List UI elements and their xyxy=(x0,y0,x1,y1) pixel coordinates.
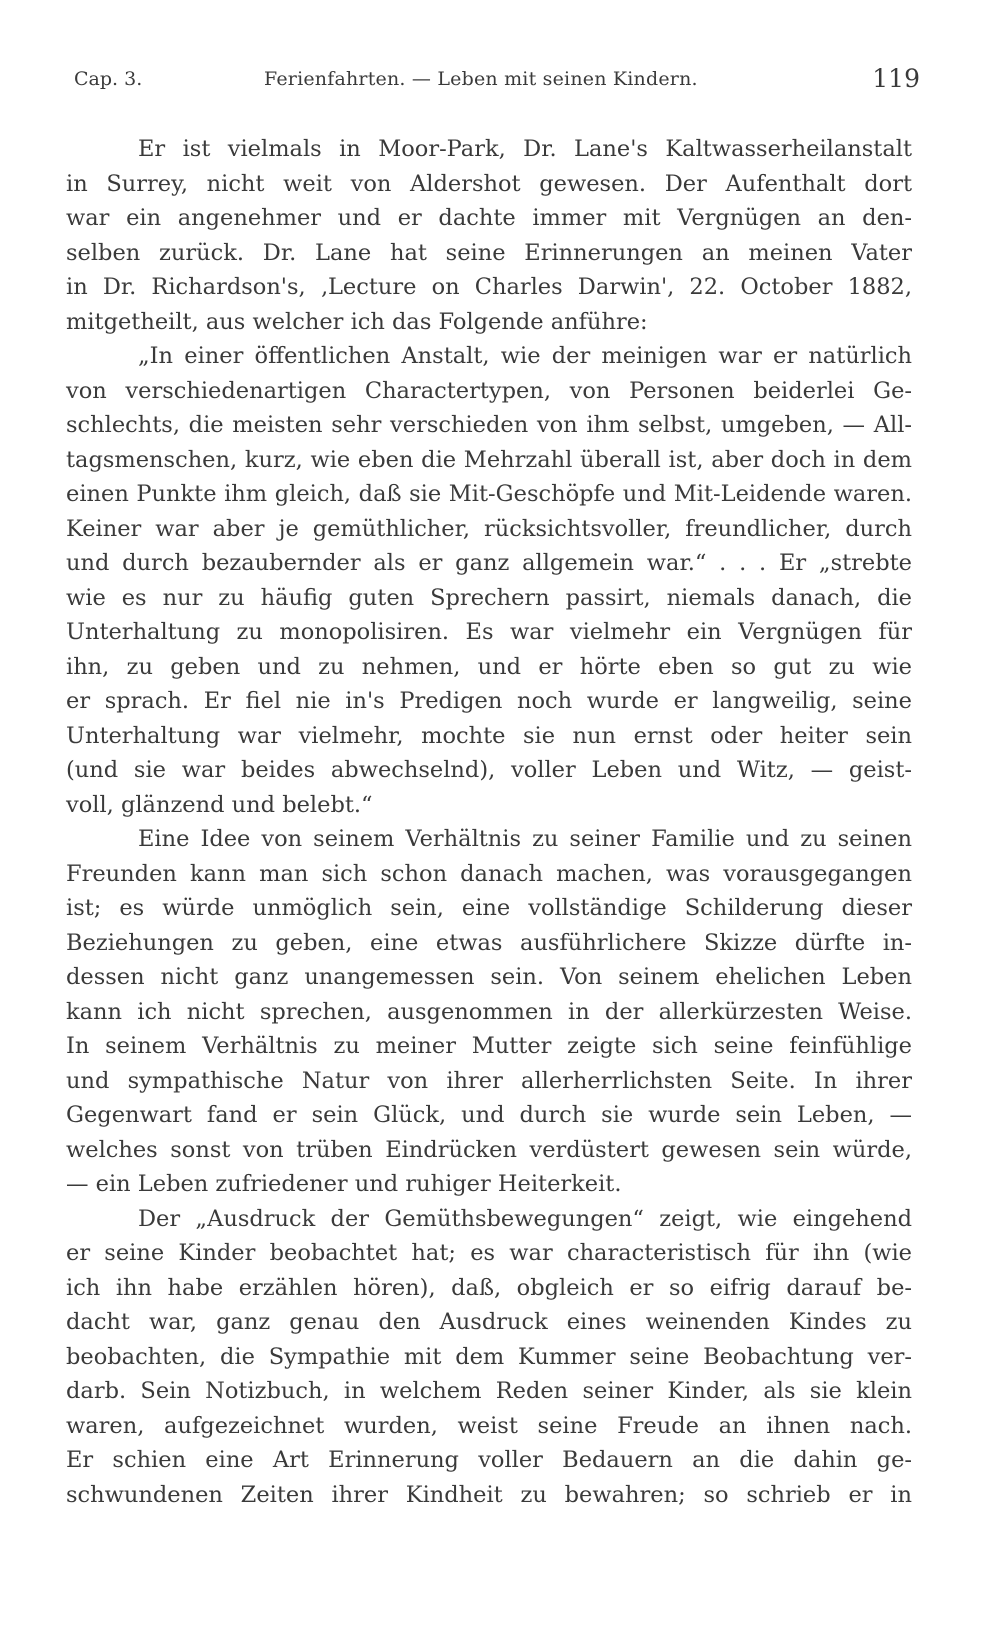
text-line: und durch bezaubernder als er ganz allgemein war.“ . . . Er „strebte xyxy=(66,550,912,576)
text-line: „In einer öffentlichen Anstalt, wie der meinigen war er natürlich xyxy=(138,343,912,369)
text-line: und sympathische Natur von ihrer allerherrlichsten Seite. In ihrer xyxy=(66,1067,912,1094)
text-line: welches sonst von trüben Eindrücken verdüstert gewesen sein würde, xyxy=(66,1136,912,1163)
text-line: In seinem Verhältnis zu meiner Mutter zeigte sich seine feinfühlige xyxy=(66,1033,912,1059)
text-line: war ein angenehmer und er dachte immer mit Vergnügen an den- xyxy=(66,205,912,231)
text-line: Unterhaltung zu monopolisiren. Es war vielmehr ein Vergnügen für xyxy=(66,619,912,645)
text-line: dessen nicht ganz unangemessen sein. Von seinem ehelichen Leben xyxy=(66,964,912,990)
text-line: beobachten, die Sympathie mit dem Kummer seine Beobachtung ver- xyxy=(66,1343,912,1370)
text-line: Er schien eine Art Erinnerung voller Bedauern an die dahin ge- xyxy=(66,1447,912,1473)
text-line: Er ist vielmals in Moor-Park, Dr. Lane's Kaltwasserheilanstalt xyxy=(138,136,912,162)
text-line: (und sie war beides abwechselnd), voller Leben und Witz, — geist- xyxy=(66,757,912,783)
text-line: Gegenwart fand er sein Glück, und durch sie wurde sein Leben, — xyxy=(66,1102,912,1128)
text-line: schwundenen Zeiten ihrer Kindheit zu bewahren; so schrieb er in xyxy=(66,1481,912,1508)
text-line: Der „Ausdruck der Gemüthsbewegungen“ zeigt, wie eingehend xyxy=(138,1205,912,1232)
text-line: dacht war, ganz genau den Ausdruck eines weinenden Kindes zu xyxy=(66,1309,912,1335)
text-line: von verschiedenartigen Charactertypen, von Personen beiderlei Ge- xyxy=(66,377,912,404)
text-line: in Surrey, nicht weit von Aldershot gewesen. Der Aufenthalt dort xyxy=(66,170,912,197)
text-line: er seine Kinder beobachtet hat; es war characteristisch für ihn (wie xyxy=(66,1240,912,1266)
text-line: selben zurück. Dr. Lane hat seine Erinnerungen an meinen Vater xyxy=(66,239,912,266)
text-line: tagsmenschen, kurz, wie eben die Mehrzahl überall ist, aber doch in dem xyxy=(66,446,912,473)
text-line: mitgetheilt, aus welcher ich das Folgende anführe: xyxy=(66,308,648,335)
text-line: einen Punkte ihm gleich, daß sie Mit-Geschöpfe und Mit-Leidende waren. xyxy=(66,481,912,507)
text-line: darb. Sein Notizbuch, in welchem Reden seiner Kinder, als sie klein xyxy=(66,1378,912,1404)
text-line: ist; es würde unmöglich sein, eine vollständige Schilderung dieser xyxy=(66,895,912,921)
text-line: voll, glänzend und belebt.“ xyxy=(66,791,373,818)
text-line: ihn, zu geben und zu nehmen, und er hörte eben so gut zu wie xyxy=(66,653,912,680)
text-line: er sprach. Er fiel nie in's Predigen noch wurde er langweilig, seine xyxy=(66,688,912,714)
text-line: kann ich nicht sprechen, ausgenommen in der allerkürzesten Weise. xyxy=(66,998,912,1025)
text-line: in Dr. Richardson's, ‚Lecture on Charles Darwin', 22. October 1882, xyxy=(66,274,912,300)
text-line: Keiner war aber je gemüthlicher, rücksichtsvoller, freundlicher, durch xyxy=(66,515,912,542)
text-line: schlechts, die meisten sehr verschieden von ihm selbst, umgeben, — All- xyxy=(66,412,912,438)
text-line: wie es nur zu häufig guten Sprechern passirt, niemals danach, die xyxy=(66,584,912,611)
text-line: Beziehungen zu geben, eine etwas ausführlichere Skizze dürfte in- xyxy=(66,929,912,956)
running-title: Ferienfahrten. — Leben mit seinen Kindern. xyxy=(264,68,698,90)
chapter-label: Cap. 3. xyxy=(74,68,143,90)
text-line: — ein Leben zufriedener und ruhiger Heiterkeit. xyxy=(66,1171,622,1197)
page-number: 119 xyxy=(872,64,920,93)
text-line: Eine Idee von seinem Verhältnis zu seiner Familie und zu seinen xyxy=(138,826,912,852)
text-line: ich ihn habe erzählen hören), daß, obgleich er so eifrig darauf be- xyxy=(66,1274,912,1301)
text-line: Freunden kann man sich schon danach machen, was vorausgegangen xyxy=(66,860,912,887)
text-line: waren, aufgezeichnet wurden, weist seine Freude an ihnen nach. xyxy=(66,1412,912,1439)
body-text xyxy=(66,132,912,1512)
running-head xyxy=(74,64,920,98)
text-line: Unterhaltung war vielmehr, mochte sie nun ernst oder heiter sein xyxy=(66,722,912,749)
